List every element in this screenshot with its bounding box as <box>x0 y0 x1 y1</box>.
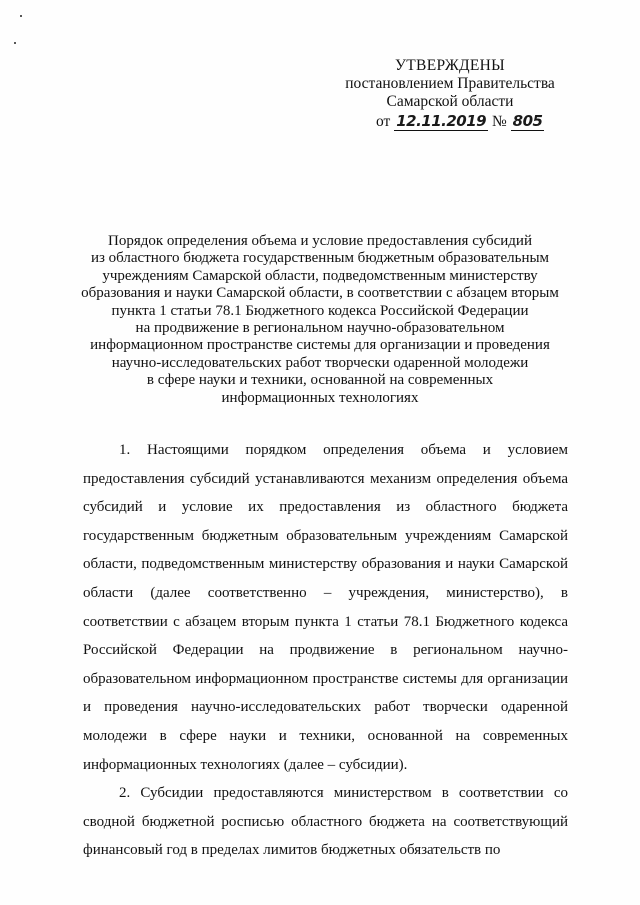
date-field <box>394 113 488 131</box>
heading-line: учреждениям Самарской области, подведомственным министерству <box>102 267 538 284</box>
heading-line: образования и науки Самарской области, в соответствии с абзацем вторым <box>81 285 559 302</box>
paragraph-2: 2. Субсидии предоставляются министерством в соответствии со сводной бюджетной росписью областного бюджета на соответствующий финансовый год в пределах лимитов бюджетных обязательств по <box>83 785 568 859</box>
document-heading <box>70 233 570 407</box>
document-body <box>83 436 568 865</box>
approval-line-1: постановлением Правительства <box>345 75 555 92</box>
heading-line: на продвижение в региональном научно-образовательном <box>135 320 505 337</box>
number-sign: № <box>491 113 507 130</box>
number-field <box>511 113 545 131</box>
paragraph-1: 1. Настоящими порядком определения объема и условием предоставления субсидий устанавливаются механизм определения объема субсидий и условие их предоставления из областного бюджета государственным бюджетным образовательным учреждениям Самарской области, подведомственным министерству образования и науки Самарской области (далее соответственно – учреждения, министерство), в соответствии с абзацем вторым пункта 1 статьи 78.1 Бюджетного кодекса Российской Федерации на продвижение в региональном научно-образовательном информационном пространстве системы для организации и проведения научно-исследовательских работ творчески одаренной молодежи в сфере науки и техники, основанной на современных информационных технологиях (далее – субсидии). <box>83 442 568 773</box>
approval-line-2: Самарской области <box>386 93 514 110</box>
handwritten-date: 12.11.2019 <box>396 112 487 130</box>
approval-block <box>330 57 570 135</box>
handwritten-number: 805 <box>512 112 543 130</box>
approval-date-line <box>330 113 570 135</box>
date-prefix: от <box>376 113 391 130</box>
approval-title: УТВЕРЖДЕНЫ <box>395 57 505 74</box>
heading-line: информационном пространстве системы для организации и проведения <box>90 337 550 354</box>
heading-line: из областного бюджета государственным бюджетным образовательным <box>90 250 550 267</box>
heading-line: пункта 1 статьи 78.1 Бюджетного кодекса Российской Федерации <box>111 302 529 319</box>
heading-line: научно-исследовательских работ творчески одаренной молодежи <box>111 354 529 371</box>
heading-line: информационных технологиях <box>221 389 419 406</box>
heading-line: Порядок определения объема и условие предоставления субсидий <box>108 233 532 249</box>
scan-speck <box>20 15 22 17</box>
heading-line: в сфере науки и техники, основанной на современных <box>146 372 494 389</box>
scan-speck <box>14 42 16 44</box>
